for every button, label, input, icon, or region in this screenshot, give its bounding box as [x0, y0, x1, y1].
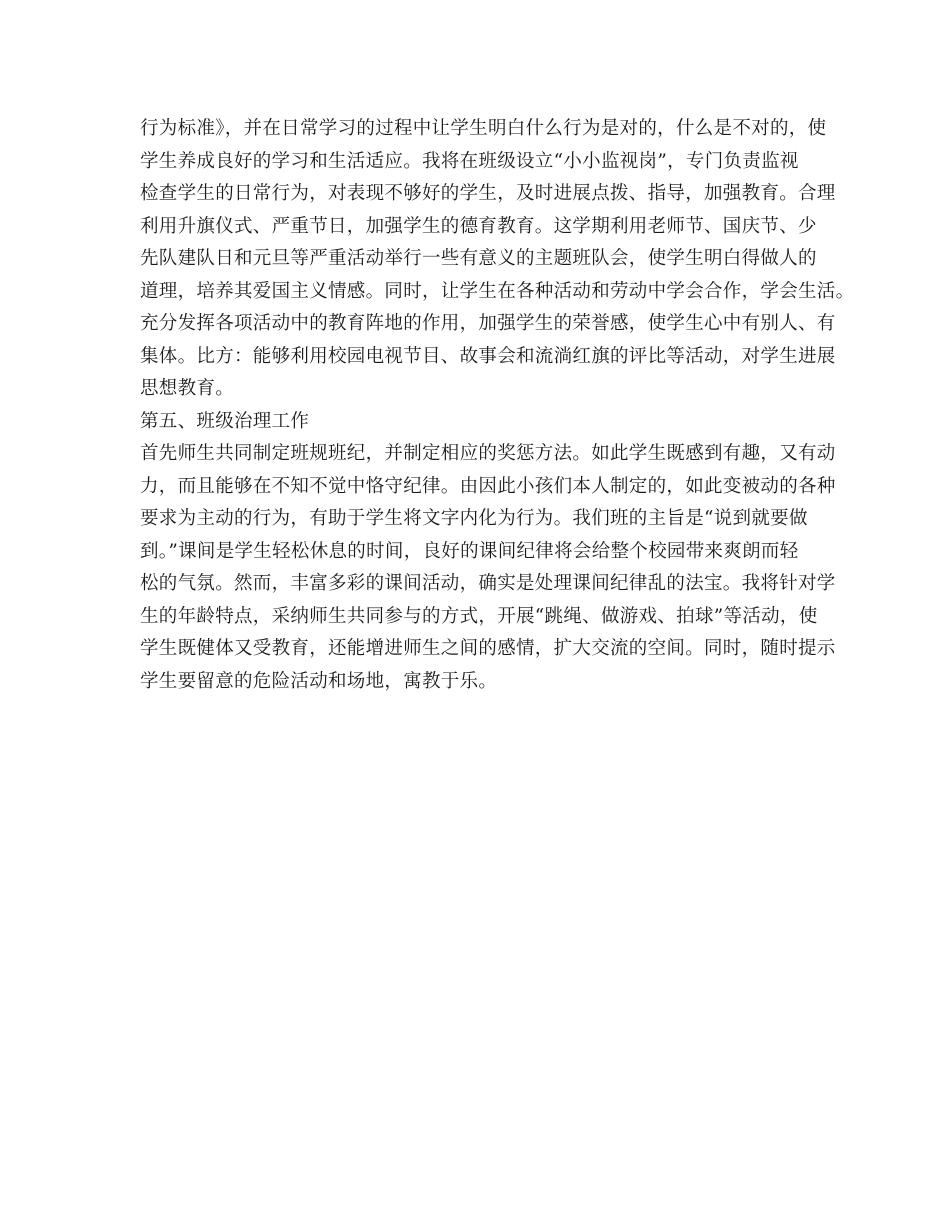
- text-line: 集体。比方：能够利用校园电视节目、故事会和流淌红旗的评比等活动，对学生进展: [140, 345, 836, 367]
- text-line: 松的气氛。然而，丰富多彩的课间活动，确实是处理课间纪律乱的法宝。我将针对学: [140, 573, 836, 594]
- text-line: 行为标准》，并在日常学习的过程中让学生明白什么行为是对的，什么是不对的，使: [140, 118, 827, 139]
- text-line: 先队建队日和元旦等严重活动举行一些有意义的主题班队会，使学生明白得做人的: [140, 248, 817, 269]
- text-line: 力，而且能够在不知不觉中恪守纪律。由因此小孩们本人制定的，如此变被动的各种: [140, 475, 836, 497]
- text-line: 利用升旗仪式、严重节日，加强学生的德育教育。这学期利用老师节、国庆节、少: [140, 215, 817, 237]
- body-text: [140, 113, 855, 698]
- text-line: 学生既健体又受教育，还能增进师生之间的感情，扩大交流的空间。同时，随时提示: [140, 638, 836, 659]
- section-heading: 第五、班级治理工作: [140, 410, 310, 432]
- text-line: 道理，培养其爱国主义情感。同时，让学生在各种活动和劳动中学会合作，学会生活。: [140, 280, 855, 302]
- text-line: 学生养成良好的学习和生活适应。我将在班级设立“小小监视岗”，专门负责监视: [140, 150, 799, 172]
- text-line: 检查学生的日常行为，对表现不够好的学生，及时进展点拨、指导，加强教育。合理: [140, 183, 836, 204]
- text-line: 思想教育。: [140, 378, 235, 399]
- text-line: 首先师生共同制定班规班纪，并制定相应的奖惩方法。如此学生既感到有趣，又有动: [140, 443, 836, 464]
- text-line: 生的年龄特点，采纳师生共同参与的方式，开展“跳绳、做游戏、拍球”等活动，使: [140, 605, 818, 627]
- text-line: 学生要留意的危险活动和场地，寓教于乐。: [140, 670, 498, 692]
- text-line: 到。”课间是学生轻松休息的时间，良好的课间纪律将会给整个校园带来爽朗而轻: [140, 540, 799, 562]
- text-line: 充分发挥各项活动中的教育阵地的作用，加强学生的荣誉感，使学生心中有别人、有: [140, 313, 836, 334]
- text-line: 要求为主动的行为，有助于学生将文字内化为行为。我们班的主旨是“说到就要做: [140, 508, 808, 529]
